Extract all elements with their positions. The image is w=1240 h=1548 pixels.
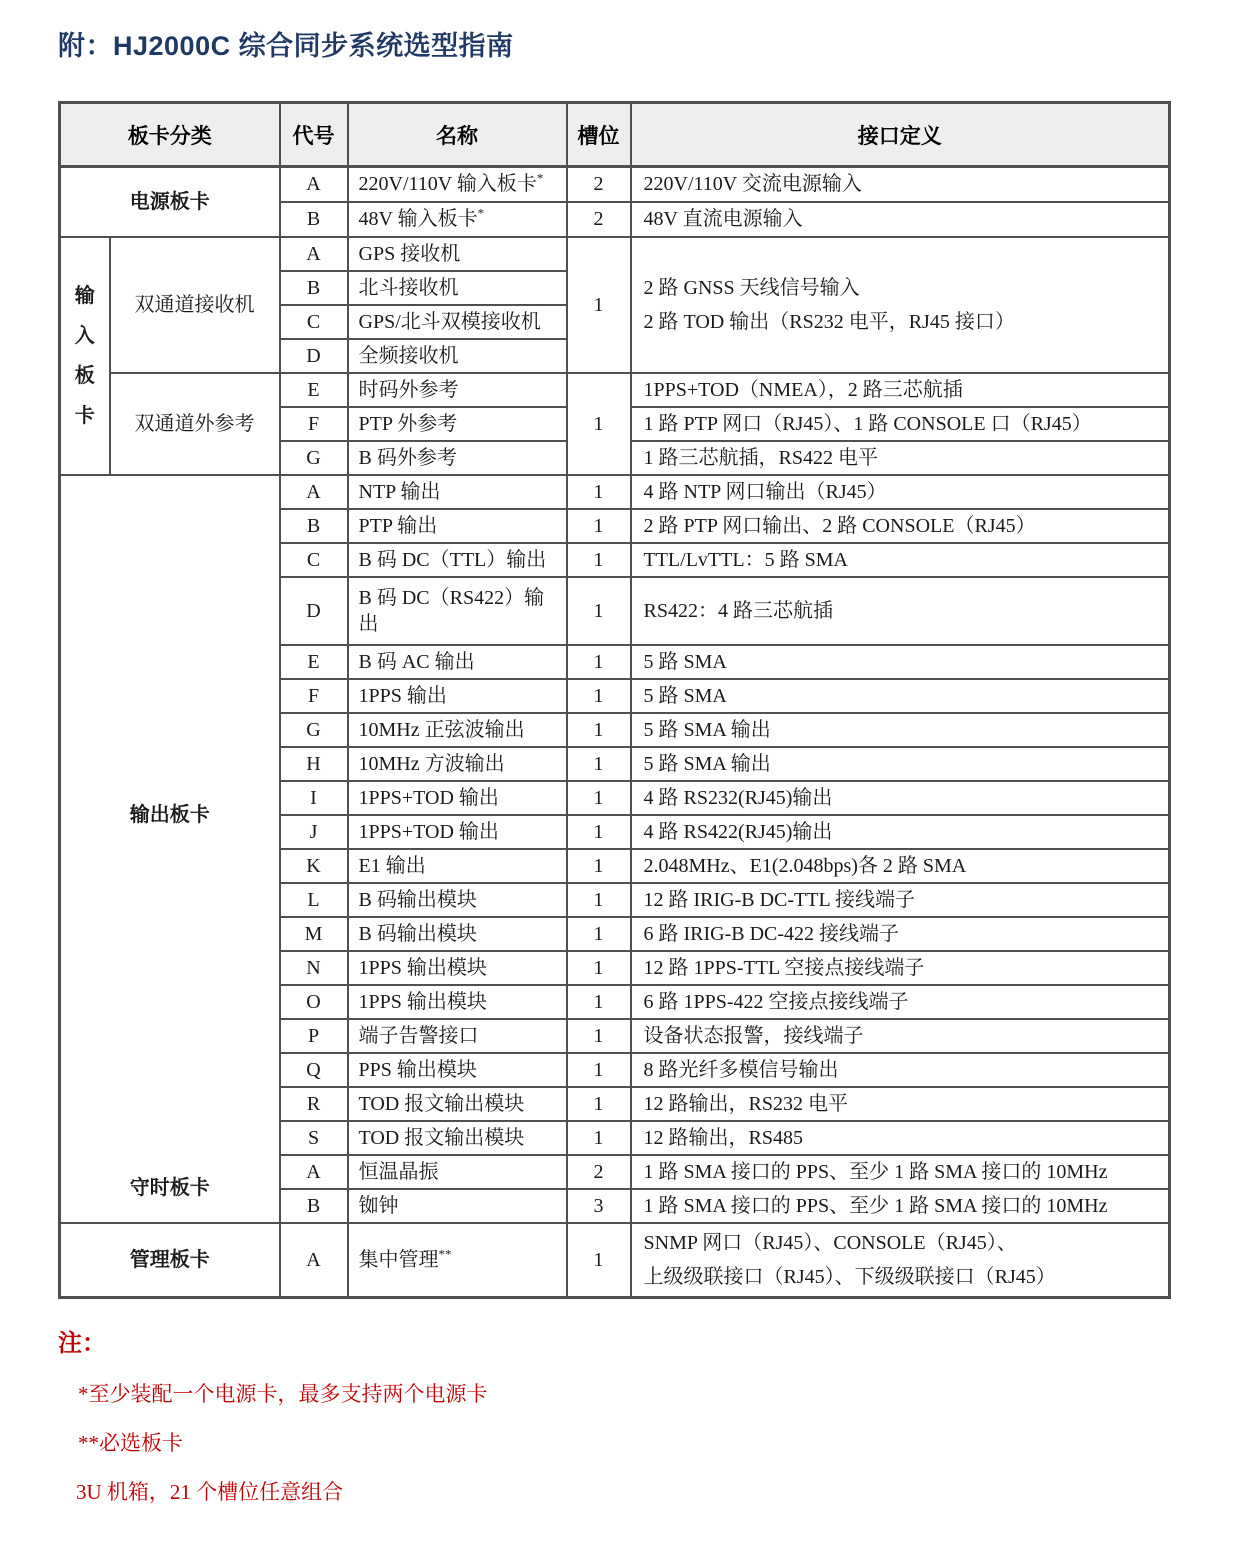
cell-code: P <box>280 1019 348 1053</box>
cell-code: E <box>280 645 348 679</box>
cell-slot: 1 <box>567 679 631 713</box>
cell-slot: 2 <box>567 202 631 237</box>
cell-name: E1 输出 <box>348 849 567 883</box>
cell-interface: 设备状态报警，接线端子 <box>631 1019 1170 1053</box>
cell-name: 时码外参考 <box>348 373 567 407</box>
table-row <box>60 475 1170 509</box>
cell-name: GPS 接收机 <box>348 237 567 271</box>
category-output: 输出板卡 <box>60 475 280 1155</box>
cell-code: B <box>280 202 348 237</box>
cell-name: 北斗接收机 <box>348 271 567 305</box>
cell-code: N <box>280 951 348 985</box>
cell-name: GPS/北斗双模接收机 <box>348 305 567 339</box>
cell-slot: 1 <box>567 1223 631 1298</box>
cell-name: B 码输出模块 <box>348 883 567 917</box>
category-management: 管理板卡 <box>60 1223 280 1298</box>
cell-slot: 1 <box>567 849 631 883</box>
cell-code: E <box>280 373 348 407</box>
cell-name: B 码 AC 输出 <box>348 645 567 679</box>
cell-code: C <box>280 543 348 577</box>
cell-code: Q <box>280 1053 348 1087</box>
cell-name: NTP 输出 <box>348 475 567 509</box>
cell-interface: RS422：4 路三芯航插 <box>631 577 1170 645</box>
cell-name: TOD 报文输出模块 <box>348 1121 567 1155</box>
cell-name: 48V 输入板卡* <box>348 202 567 237</box>
cell-slot: 2 <box>567 167 631 202</box>
cell-slot: 1 <box>567 917 631 951</box>
cell-slot: 1 <box>567 781 631 815</box>
cell-code: C <box>280 305 348 339</box>
cell-name: TOD 报文输出模块 <box>348 1087 567 1121</box>
cell-slot: 1 <box>567 645 631 679</box>
table-row <box>60 1223 1170 1298</box>
cell-name: 10MHz 正弦波输出 <box>348 713 567 747</box>
table-row <box>60 373 1170 407</box>
footnote-mark: * <box>536 170 544 186</box>
cell-code: I <box>280 781 348 815</box>
cell-name: 1PPS+TOD 输出 <box>348 815 567 849</box>
subcategory-reference: 双通道外参考 <box>110 373 280 475</box>
cell-code: B <box>280 1189 348 1223</box>
cell-interface: 6 路 1PPS-422 空接点接线端子 <box>631 985 1170 1019</box>
cell-interface: 1PPS+TOD（NMEA），2 路三芯航插 <box>631 373 1170 407</box>
cell-slot: 1 <box>567 509 631 543</box>
col-header-slot: 槽位 <box>567 103 631 167</box>
cell-slot: 1 <box>567 713 631 747</box>
cell-name: B 码 DC（RS422）输出 <box>348 577 567 645</box>
footnote-mark: ** <box>438 1245 452 1261</box>
cell-name: 1PPS 输出模块 <box>348 951 567 985</box>
col-header-name: 名称 <box>348 103 567 167</box>
cell-slot: 1 <box>567 1019 631 1053</box>
category-power: 电源板卡 <box>60 167 280 237</box>
cell-code: O <box>280 985 348 1019</box>
cell-interface: 12 路 1PPS-TTL 空接点接线端子 <box>631 951 1170 985</box>
cell-interface: 4 路 RS232(RJ45)输出 <box>631 781 1170 815</box>
cell-code: G <box>280 713 348 747</box>
cell-name: B 码 DC（TTL）输出 <box>348 543 567 577</box>
cell-name: PPS 输出模块 <box>348 1053 567 1087</box>
notes-heading: 注： <box>58 1329 106 1357</box>
cell-code: G <box>280 441 348 475</box>
cell-code: B <box>280 509 348 543</box>
col-header-category: 板卡分类 <box>60 103 280 167</box>
table-row <box>60 237 1170 271</box>
cell-code: K <box>280 849 348 883</box>
cell-interface: 12 路输出，RS232 电平 <box>631 1087 1170 1121</box>
cell-name: 端子告警接口 <box>348 1019 567 1053</box>
cell-name: 10MHz 方波输出 <box>348 747 567 781</box>
cell-slot: 1 <box>567 1087 631 1121</box>
cell-interface: 4 路 RS422(RJ45)输出 <box>631 815 1170 849</box>
note-item: **必选板卡 <box>78 1430 183 1455</box>
cell-slot: 1 <box>567 237 631 373</box>
table-header-row <box>60 103 1170 167</box>
notes-section <box>58 1323 1176 1508</box>
cell-interface: TTL/LvTTL：5 路 SMA <box>631 543 1170 577</box>
cell-code: H <box>280 747 348 781</box>
cell-slot: 1 <box>567 1053 631 1087</box>
cell-slot: 2 <box>567 1155 631 1189</box>
selection-guide-table <box>58 101 1171 1299</box>
cell-code: L <box>280 883 348 917</box>
cell-code: F <box>280 407 348 441</box>
cell-code: S <box>280 1121 348 1155</box>
cell-interface: 5 路 SMA <box>631 645 1170 679</box>
cell-name: 1PPS 输出 <box>348 679 567 713</box>
col-header-interface: 接口定义 <box>631 103 1170 167</box>
cell-name: 恒温晶振 <box>348 1155 567 1189</box>
cell-code: D <box>280 577 348 645</box>
cell-code: J <box>280 815 348 849</box>
cell-name: 1PPS+TOD 输出 <box>348 781 567 815</box>
cell-interface: 1 路 SMA 接口的 PPS、至少 1 路 SMA 接口的 10MHz <box>631 1155 1170 1189</box>
cell-name: 1PPS 输出模块 <box>348 985 567 1019</box>
cell-interface: 12 路输出，RS485 <box>631 1121 1170 1155</box>
cell-slot: 1 <box>567 1121 631 1155</box>
cell-interface: 5 路 SMA 输出 <box>631 747 1170 781</box>
cell-interface: 48V 直流电源输入 <box>631 202 1170 237</box>
cell-slot: 1 <box>567 951 631 985</box>
cell-interface: 5 路 SMA 输出 <box>631 713 1170 747</box>
cell-interface: 6 路 IRIG-B DC-422 接线端子 <box>631 917 1170 951</box>
cell-name: 集中管理** <box>348 1223 567 1298</box>
category-timing: 守时板卡 <box>60 1155 280 1223</box>
subcategory-receiver: 双通道接收机 <box>110 237 280 373</box>
cell-interface: 2 路 GNSS 天线信号输入 2 路 TOD 输出（RS232 电平，RJ45 接口） <box>631 237 1170 373</box>
cell-name: B 码外参考 <box>348 441 567 475</box>
cell-name: 全频接收机 <box>348 339 567 373</box>
cell-interface: 1 路 SMA 接口的 PPS、至少 1 路 SMA 接口的 10MHz <box>631 1189 1170 1223</box>
cell-interface: 220V/110V 交流电源输入 <box>631 167 1170 202</box>
cell-slot: 1 <box>567 373 631 475</box>
cell-code: A <box>280 167 348 202</box>
cell-name: PTP 输出 <box>348 509 567 543</box>
cell-slot: 3 <box>567 1189 631 1223</box>
cell-code: D <box>280 339 348 373</box>
note-item: 3U 机箱，21 个槽位任意组合 <box>76 1480 344 1505</box>
cell-interface: 4 路 NTP 网口输出（RJ45） <box>631 475 1170 509</box>
page-title: 附：HJ2000C 综合同步系统选型指南 <box>58 31 514 61</box>
cell-interface: 1 路三芯航插，RS422 电平 <box>631 441 1170 475</box>
cell-interface: 2 路 PTP 网口输出、2 路 CONSOLE（RJ45） <box>631 509 1170 543</box>
cell-name: 220V/110V 输入板卡* <box>348 167 567 202</box>
cell-name: PTP 外参考 <box>348 407 567 441</box>
cell-slot: 1 <box>567 747 631 781</box>
cell-code: A <box>280 1155 348 1189</box>
cell-interface: 1 路 PTP 网口（RJ45）、1 路 CONSOLE 口（RJ45） <box>631 407 1170 441</box>
cell-code: B <box>280 271 348 305</box>
cell-name: 铷钟 <box>348 1189 567 1223</box>
cell-interface: 2.048MHz、E1(2.048bps)各 2 路 SMA <box>631 849 1170 883</box>
cell-code: F <box>280 679 348 713</box>
cell-interface: SNMP 网口（RJ45）、CONSOLE（RJ45）、 上级级联接口（RJ45）、下级级联接口（RJ45） <box>631 1223 1170 1298</box>
table-row <box>60 167 1170 202</box>
col-header-code: 代号 <box>280 103 348 167</box>
category-input: 输入板卡 <box>60 237 110 475</box>
table-row <box>60 1155 1170 1189</box>
cell-name: B 码输出模块 <box>348 917 567 951</box>
cell-interface: 5 路 SMA <box>631 679 1170 713</box>
footnote-mark: * <box>477 205 485 221</box>
cell-slot: 1 <box>567 815 631 849</box>
cell-code: A <box>280 237 348 271</box>
cell-slot: 1 <box>567 577 631 645</box>
cell-code: R <box>280 1087 348 1121</box>
cell-code: A <box>280 1223 348 1298</box>
cell-slot: 1 <box>567 475 631 509</box>
cell-interface: 12 路 IRIG-B DC-TTL 接线端子 <box>631 883 1170 917</box>
cell-code: A <box>280 475 348 509</box>
cell-interface: 8 路光纤多模信号输出 <box>631 1053 1170 1087</box>
cell-code: M <box>280 917 348 951</box>
note-item: *至少装配一个电源卡，最多支持两个电源卡 <box>78 1381 488 1406</box>
cell-slot: 1 <box>567 543 631 577</box>
cell-slot: 1 <box>567 985 631 1019</box>
cell-slot: 1 <box>567 883 631 917</box>
